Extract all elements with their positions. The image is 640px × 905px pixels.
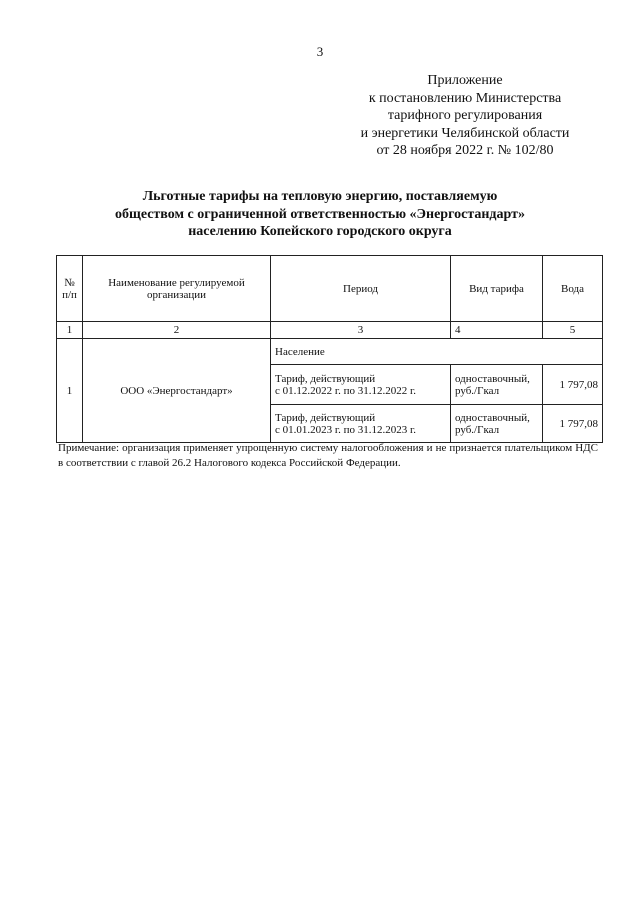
col-number-5: 5 <box>543 322 603 339</box>
header-num-line-1: № <box>64 276 75 289</box>
tariff-type-line-2: руб./Гкал <box>455 423 500 436</box>
water-value-cell: 1 797,08 <box>543 405 603 443</box>
tariff-table <box>56 255 603 443</box>
col-number-2: 2 <box>83 322 271 339</box>
header-num-line-2: п/п <box>62 288 77 301</box>
period-cell <box>271 365 451 405</box>
tariff-type-line-1: одноставочный, <box>455 411 530 424</box>
row-group: Население <box>271 339 603 365</box>
row-num: 1 <box>57 339 83 443</box>
appendix-line-5: от 28 ноября 2022 г. № 102/80 <box>376 143 554 158</box>
column-number-row <box>57 322 603 339</box>
appendix-line-4: и энергетики Челябинской области <box>360 125 570 141</box>
tariff-type-line-2: руб./Гкал <box>455 384 500 397</box>
col-number-3: 3 <box>271 322 451 339</box>
header-num <box>57 256 83 322</box>
header-org-line-1: Наименование регулируемой <box>108 276 245 289</box>
period-line-1: Тариф, действующий <box>275 372 376 385</box>
document-title <box>60 188 580 241</box>
period-line-1: Тариф, действующий <box>275 411 376 424</box>
col-number-1: 1 <box>57 322 83 339</box>
header-org-line-2: организации <box>146 288 207 301</box>
tariff-type-line-1: одноставочный, <box>455 372 530 385</box>
title-line-1: Льготные тарифы на тепловую энергию, поставляемую <box>142 189 498 204</box>
header-period: Период <box>271 256 451 322</box>
period-line-2: с 01.12.2022 г. по 31.12.2022 г. <box>275 384 417 397</box>
header-water: Вода <box>543 256 603 322</box>
header-row <box>57 256 603 322</box>
table-row <box>57 339 603 365</box>
title-line-2: обществом с ограниченной ответственностью «Энергостандарт» <box>115 206 525 222</box>
appendix-line-3: тарифного регулирования <box>387 108 543 123</box>
water-value-cell: 1 797,08 <box>543 365 603 405</box>
note-text: Примечание: организация применяет упрощенную систему налогообложения и не признается плательщиком НДС в соответствии с главой 26.2 Налогового кодекса Российской Федерации. <box>58 442 598 469</box>
row-org: ООО «Энергостандарт» <box>83 339 271 443</box>
page-number: 3 <box>316 44 324 59</box>
period-line-2: с 01.01.2023 г. по 31.12.2023 г. <box>275 423 417 436</box>
title-line-3: населению Копейского городского округа <box>188 224 452 239</box>
period-cell <box>271 405 451 443</box>
header-tariff-type: Вид тарифа <box>451 256 543 322</box>
appendix-line-2: к постановлению Министерства <box>368 90 562 106</box>
col-number-4: 4 <box>451 322 543 339</box>
tariff-type-cell <box>451 365 543 405</box>
appendix-line-1: Приложение <box>427 73 503 88</box>
appendix-block <box>330 72 600 160</box>
header-org <box>83 256 271 322</box>
tariff-type-cell <box>451 405 543 443</box>
